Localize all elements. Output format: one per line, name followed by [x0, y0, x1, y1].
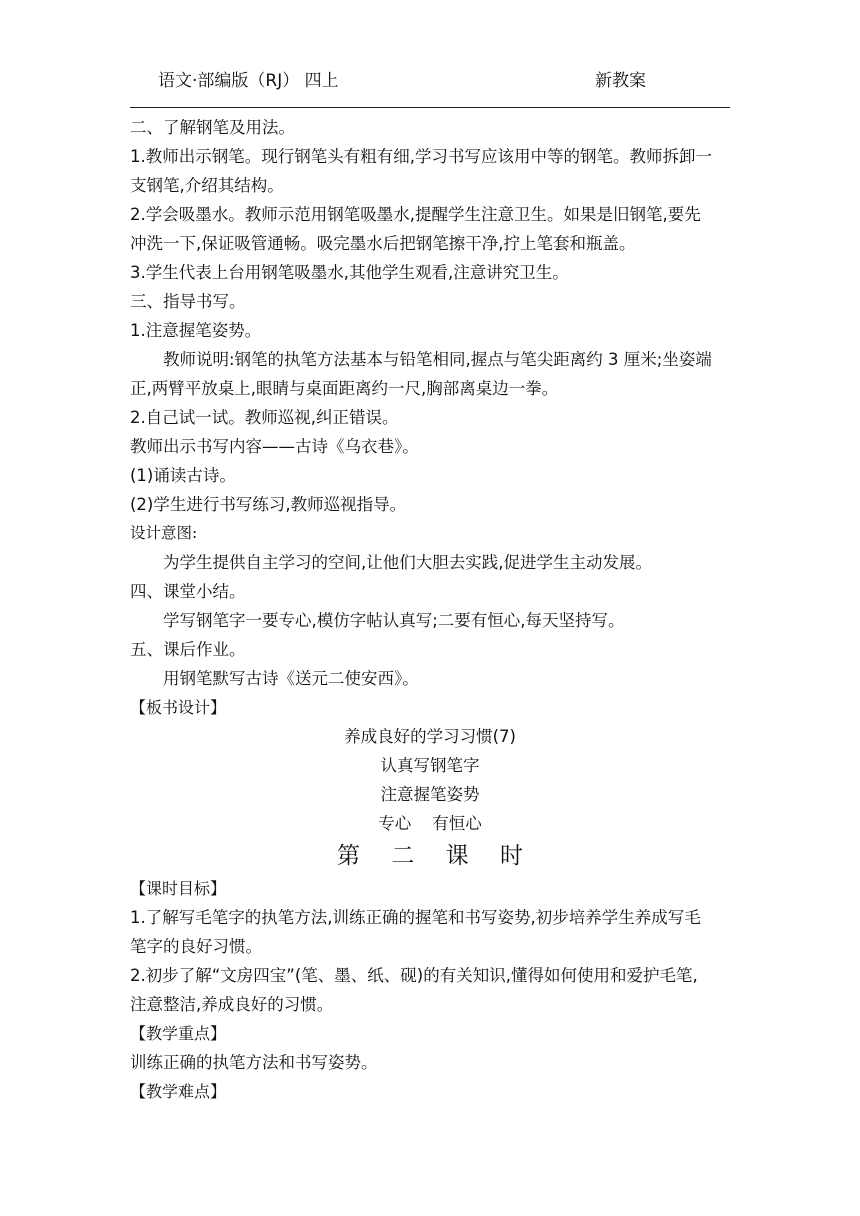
- paragraph-line: 训练正确的执笔方法和书写姿势。: [130, 1053, 378, 1072]
- board-line: 注意握笔姿势: [380, 785, 480, 804]
- header-divider: [130, 107, 730, 108]
- board-line: 认真写钢笔字: [380, 756, 480, 775]
- paragraph-line: 正,两臂平放桌上,眼睛与桌面距离约一尺,胸部离桌边一拳。: [130, 379, 559, 398]
- goals-label: 【课时目标】: [130, 879, 227, 898]
- paragraph-line: 2.初步了解“文房四宝”(笔、墨、纸、砚)的有关知识,懂得如何使用和爱护毛笔,: [130, 966, 698, 985]
- difficulties-label: 【教学难点】: [130, 1082, 227, 1101]
- paragraph-line: 1.了解写毛笔字的执笔方法,训练正确的握笔和书写姿势,初步培养学生养成写毛: [130, 908, 701, 927]
- paragraph-line: 2.自己试一试。教师巡视,纠正错误。: [130, 408, 399, 427]
- header-subject: 语文·部编版（RJ） 四上: [158, 71, 339, 91]
- board-line: 养成良好的学习习惯(7): [344, 727, 516, 746]
- paragraph-line: 教师出示书写内容——古诗《乌衣巷》。: [130, 437, 419, 456]
- board-line: 专心 有恒心: [378, 814, 482, 833]
- design-intent-text: 为学生提供自主学习的空间,让他们大胆去实践,促进学生主动发展。: [163, 553, 652, 572]
- section-heading: 三、指导书写。: [130, 292, 246, 311]
- paragraph-line: 笔字的良好习惯。: [130, 937, 262, 956]
- section-heading: 五、课后作业。: [130, 640, 246, 659]
- key-points-label: 【教学重点】: [130, 1024, 227, 1043]
- paragraph-line: 用钢笔默写古诗《送元二使安西》。: [163, 669, 419, 688]
- paragraph-line: 教师说明:钢笔的执笔方法基本与铅笔相同,握点与笔尖距离约 3 厘米;坐姿端: [163, 350, 712, 369]
- section-heading: 二、了解钢笔及用法。: [130, 118, 295, 137]
- paragraph-line: 学写钢笔字一要专心,模仿字帖认真写;二要有恒心,每天坚持写。: [163, 611, 625, 630]
- paragraph-line: (2)学生进行书写练习,教师巡视指导。: [130, 495, 407, 514]
- page-header: [130, 62, 730, 92]
- paragraph-line: 1.注意握笔姿势。: [130, 321, 262, 340]
- paragraph-line: 注意整洁,养成良好的习惯。: [130, 995, 334, 1014]
- section-heading: 四、课堂小结。: [130, 582, 246, 601]
- header-tag: 新教案: [595, 71, 646, 91]
- paragraph-line: 1.教师出示钢笔。现行钢笔头有粗有细,学习书写应该用中等的钢笔。教师拆卸一: [130, 147, 712, 166]
- paragraph-line: (1)诵读古诗。: [130, 466, 236, 485]
- paragraph-line: 冲洗一下,保证吸管通畅。吸完墨水后把钢笔擦干净,拧上笔套和瓶盖。: [130, 234, 636, 253]
- paragraph-line: 支钢笔,介绍其结构。: [130, 176, 284, 195]
- board-design-label: 【板书设计】: [130, 698, 227, 717]
- design-intent-label: 设计意图:: [130, 524, 198, 542]
- lesson-title: 第 二 课 时: [337, 843, 535, 869]
- paragraph-line: 2.学会吸墨水。教师示范用钢笔吸墨水,提醒学生注意卫生。如果是旧钢笔,要先: [130, 205, 701, 224]
- document-body: [130, 113, 730, 1106]
- paragraph-line: 3.学生代表上台用钢笔吸墨水,其他学生观看,注意讲究卫生。: [130, 263, 569, 282]
